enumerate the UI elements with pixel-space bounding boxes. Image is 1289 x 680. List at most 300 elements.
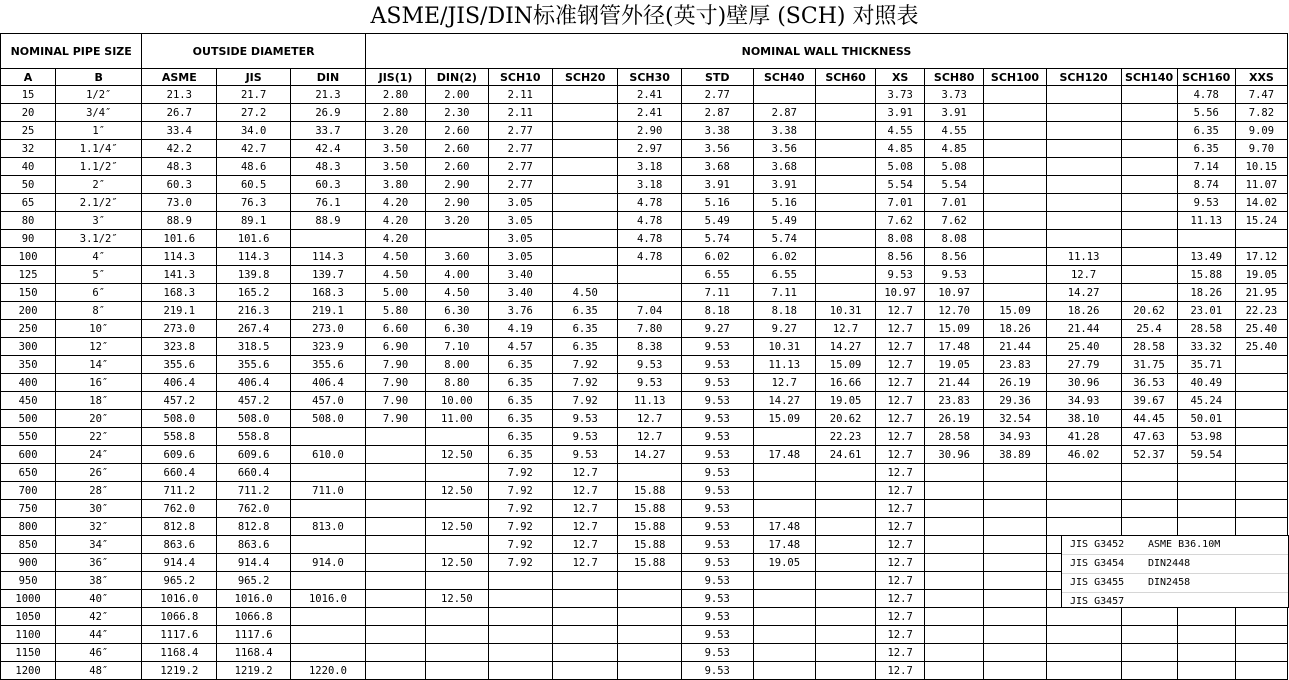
table-cell	[618, 608, 681, 626]
table-cell: 4.55	[876, 122, 925, 140]
table-cell	[815, 284, 875, 302]
table-cell: 3.68	[753, 158, 815, 176]
table-cell	[365, 572, 425, 590]
table-cell: 9.53	[681, 428, 753, 446]
table-cell: 9.53	[618, 374, 681, 392]
table-cell: 3.1/2″	[56, 230, 142, 248]
table-cell: 12.7	[876, 320, 925, 338]
table-cell: 14.27	[815, 338, 875, 356]
table-cell: 762.0	[217, 500, 291, 518]
table-cell: 550	[1, 428, 56, 446]
table-cell: 2.30	[426, 104, 488, 122]
table-cell: 400	[1, 374, 56, 392]
table-cell: 7.92	[552, 392, 617, 410]
table-row	[1, 86, 1288, 104]
table-cell: 3.91	[681, 176, 753, 194]
table-cell	[1177, 644, 1235, 662]
column-header: JIS	[217, 69, 291, 86]
outside-diameter-header: OUTSIDE DIAMETER	[142, 34, 366, 69]
table-cell	[552, 572, 617, 590]
table-cell: 27.2	[217, 104, 291, 122]
table-cell	[1046, 122, 1121, 140]
table-cell	[815, 608, 875, 626]
table-cell: 9.53	[681, 392, 753, 410]
table-cell: 7.92	[552, 374, 617, 392]
table-cell: 5.49	[753, 212, 815, 230]
table-cell: 15.09	[815, 356, 875, 374]
table-cell	[1121, 662, 1177, 680]
table-cell: 4.20	[365, 194, 425, 212]
table-cell: 323.9	[291, 338, 366, 356]
table-cell: 15.88	[618, 500, 681, 518]
table-cell: 1100	[1, 626, 56, 644]
table-cell: 850	[1, 536, 56, 554]
column-header-row	[1, 69, 1288, 86]
table-cell: 300	[1, 338, 56, 356]
table-row	[1, 302, 1288, 320]
column-header: SCH40	[753, 69, 815, 86]
table-row	[1, 626, 1288, 644]
table-cell: 21.44	[1046, 320, 1121, 338]
table-cell: 3.05	[488, 212, 552, 230]
standards-note-row	[1062, 593, 1288, 611]
table-cell: 200	[1, 302, 56, 320]
table-cell	[1121, 626, 1177, 644]
table-cell	[1121, 86, 1177, 104]
table-cell: 114.3	[217, 248, 291, 266]
column-header: SCH80	[925, 69, 984, 86]
table-cell: 650	[1, 464, 56, 482]
table-cell	[925, 608, 984, 626]
table-cell: 12.50	[426, 554, 488, 572]
nominal-pipe-size-header: NOMINAL PIPE SIZE	[1, 34, 142, 69]
table-cell	[815, 230, 875, 248]
table-cell: 5″	[56, 266, 142, 284]
table-cell	[1046, 158, 1121, 176]
table-cell	[365, 590, 425, 608]
table-cell: 34.0	[217, 122, 291, 140]
table-cell: 15.09	[984, 302, 1046, 320]
table-cell: 406.4	[217, 374, 291, 392]
table-cell	[365, 626, 425, 644]
table-cell: 36.53	[1121, 374, 1177, 392]
table-cell: 9.53	[681, 500, 753, 518]
table-cell: 9.53	[681, 338, 753, 356]
table-cell	[1235, 626, 1287, 644]
table-cell	[925, 518, 984, 536]
table-cell: 950	[1, 572, 56, 590]
table-cell	[984, 140, 1046, 158]
table-cell	[552, 212, 617, 230]
table-cell: 5.74	[681, 230, 753, 248]
table-cell: 32″	[56, 518, 142, 536]
table-cell: 450	[1, 392, 56, 410]
table-cell: 4.50	[552, 284, 617, 302]
table-cell	[552, 608, 617, 626]
table-cell: 9.53	[681, 644, 753, 662]
table-cell: 11.13	[753, 356, 815, 374]
table-cell: 457.0	[291, 392, 366, 410]
table-cell	[488, 590, 552, 608]
table-cell: 12.7	[876, 608, 925, 626]
table-cell	[925, 554, 984, 572]
table-cell: 3″	[56, 212, 142, 230]
table-cell: 3/4″	[56, 104, 142, 122]
table-cell: 2.90	[426, 194, 488, 212]
table-cell: 11.13	[618, 392, 681, 410]
table-cell	[1235, 446, 1287, 464]
table-cell	[815, 626, 875, 644]
column-header: SCH30	[618, 69, 681, 86]
table-cell	[984, 608, 1046, 626]
table-cell	[815, 572, 875, 590]
table-cell	[488, 608, 552, 626]
table-cell: 6.02	[753, 248, 815, 266]
table-cell: 6.35	[488, 446, 552, 464]
table-cell	[815, 158, 875, 176]
table-cell: 28.58	[925, 428, 984, 446]
table-cell: 48.3	[142, 158, 217, 176]
table-cell: 5.54	[925, 176, 984, 194]
table-cell	[1046, 230, 1121, 248]
table-cell: 2.80	[365, 86, 425, 104]
table-cell: 4.50	[365, 266, 425, 284]
table-cell: 32	[1, 140, 56, 158]
table-cell: 48″	[56, 662, 142, 680]
table-cell: 7.47	[1235, 86, 1287, 104]
table-cell: 8.74	[1177, 176, 1235, 194]
table-cell: 17.12	[1235, 248, 1287, 266]
table-cell	[1121, 266, 1177, 284]
table-cell	[753, 464, 815, 482]
table-cell: 40	[1, 158, 56, 176]
table-cell: 6.35	[488, 392, 552, 410]
table-cell	[815, 590, 875, 608]
table-cell	[1046, 482, 1121, 500]
table-cell: 4.57	[488, 338, 552, 356]
table-cell	[753, 482, 815, 500]
table-cell: 21.3	[291, 86, 366, 104]
table-cell: 9.09	[1235, 122, 1287, 140]
table-cell	[984, 536, 1046, 554]
table-row	[1, 410, 1288, 428]
table-cell	[1046, 176, 1121, 194]
table-cell: 125	[1, 266, 56, 284]
table-cell: 15.88	[618, 482, 681, 500]
table-cell: 47.63	[1121, 428, 1177, 446]
table-cell: 26.9	[291, 104, 366, 122]
table-cell: 4.20	[365, 212, 425, 230]
table-cell: 14.02	[1235, 194, 1287, 212]
table-cell	[815, 464, 875, 482]
table-cell	[1046, 212, 1121, 230]
table-cell	[291, 500, 366, 518]
table-cell: 141.3	[142, 266, 217, 284]
table-cell	[753, 626, 815, 644]
table-cell	[618, 464, 681, 482]
table-cell	[426, 662, 488, 680]
table-cell: 1200	[1, 662, 56, 680]
table-cell: 40″	[56, 590, 142, 608]
table-cell: 12.7	[1046, 266, 1121, 284]
table-row	[1, 230, 1288, 248]
table-cell: 15.88	[1177, 266, 1235, 284]
table-cell	[1235, 230, 1287, 248]
table-cell	[815, 500, 875, 518]
table-cell: 33.4	[142, 122, 217, 140]
table-cell: 1220.0	[291, 662, 366, 680]
table-cell	[984, 104, 1046, 122]
table-cell: 4.78	[1177, 86, 1235, 104]
standards-note-box	[1061, 535, 1289, 608]
table-cell: 9.53	[681, 374, 753, 392]
table-cell	[1046, 194, 1121, 212]
table-cell: 318.5	[217, 338, 291, 356]
table-cell	[618, 284, 681, 302]
table-cell	[1121, 248, 1177, 266]
table-cell: 6.35	[552, 302, 617, 320]
table-cell: 508.0	[291, 410, 366, 428]
table-cell: 2.41	[618, 104, 681, 122]
jis-standard: JIS G3455	[1070, 577, 1125, 588]
table-cell: 7.01	[925, 194, 984, 212]
table-cell: 30.96	[1046, 374, 1121, 392]
table-cell: 76.3	[217, 194, 291, 212]
table-cell	[1046, 662, 1121, 680]
table-cell: 2.77	[488, 140, 552, 158]
table-cell: 9.53	[681, 572, 753, 590]
table-cell	[925, 662, 984, 680]
table-cell	[365, 446, 425, 464]
table-cell	[291, 230, 366, 248]
table-cell: 19.05	[1235, 266, 1287, 284]
table-cell: 16.66	[815, 374, 875, 392]
table-cell: 1150	[1, 644, 56, 662]
table-cell	[291, 626, 366, 644]
table-cell: 2.11	[488, 86, 552, 104]
table-cell: 21.44	[984, 338, 1046, 356]
table-cell: 12.50	[426, 518, 488, 536]
table-cell: 4.50	[426, 284, 488, 302]
table-cell: 30″	[56, 500, 142, 518]
table-cell: 4.78	[618, 248, 681, 266]
table-cell: 12.7	[552, 464, 617, 482]
table-cell	[753, 662, 815, 680]
table-cell	[552, 644, 617, 662]
table-cell: 3.05	[488, 230, 552, 248]
table-cell	[552, 158, 617, 176]
table-cell: 2.97	[618, 140, 681, 158]
table-cell: 26.19	[984, 374, 1046, 392]
table-cell: 15.88	[618, 518, 681, 536]
table-cell	[984, 662, 1046, 680]
table-cell: 12.7	[876, 518, 925, 536]
table-cell: 13.49	[1177, 248, 1235, 266]
table-cell	[552, 230, 617, 248]
table-cell	[984, 122, 1046, 140]
table-cell: 750	[1, 500, 56, 518]
table-cell: 8.56	[925, 248, 984, 266]
table-cell: 12.7	[876, 338, 925, 356]
table-cell: 44″	[56, 626, 142, 644]
table-cell	[1235, 518, 1287, 536]
table-cell: 150	[1, 284, 56, 302]
table-cell	[365, 536, 425, 554]
column-header: DIN(2)	[426, 69, 488, 86]
table-cell	[1121, 644, 1177, 662]
table-cell: 19.05	[925, 356, 984, 374]
table-cell: 9.53	[681, 608, 753, 626]
table-cell	[815, 554, 875, 572]
table-cell	[815, 482, 875, 500]
table-cell	[984, 518, 1046, 536]
table-cell: 7.92	[552, 356, 617, 374]
table-cell: 9.53	[681, 482, 753, 500]
table-cell	[815, 122, 875, 140]
table-cell	[618, 572, 681, 590]
table-cell: 12.7	[876, 572, 925, 590]
table-cell: 3.91	[753, 176, 815, 194]
table-cell: 17.48	[753, 518, 815, 536]
table-cell: 19.05	[815, 392, 875, 410]
table-cell: 9.70	[1235, 140, 1287, 158]
table-cell: 10.00	[426, 392, 488, 410]
table-cell: 2.60	[426, 122, 488, 140]
table-cell: 3.56	[753, 140, 815, 158]
table-cell: 2.1/2″	[56, 194, 142, 212]
table-cell: 3.73	[925, 86, 984, 104]
table-cell: 7.90	[365, 374, 425, 392]
table-cell: 6.35	[552, 320, 617, 338]
table-cell: 4.00	[426, 266, 488, 284]
table-cell: 14.27	[618, 446, 681, 464]
table-cell: 12.7	[876, 428, 925, 446]
table-cell	[1177, 662, 1235, 680]
table-cell: 14.27	[1046, 284, 1121, 302]
table-cell: 14.27	[753, 392, 815, 410]
table-cell	[1046, 500, 1121, 518]
table-cell	[984, 266, 1046, 284]
table-cell: 17.48	[753, 446, 815, 464]
table-cell: 900	[1, 554, 56, 572]
table-cell: 50.01	[1177, 410, 1235, 428]
table-cell: 15.88	[618, 536, 681, 554]
column-header: ASME	[142, 69, 217, 86]
table-cell: 5.49	[681, 212, 753, 230]
table-cell	[1177, 626, 1235, 644]
table-cell: 26.19	[925, 410, 984, 428]
table-cell: 7.10	[426, 338, 488, 356]
table-cell: 7.90	[365, 356, 425, 374]
table-cell: 14″	[56, 356, 142, 374]
table-cell: 33.7	[291, 122, 366, 140]
table-cell	[753, 590, 815, 608]
table-cell: 19.05	[753, 554, 815, 572]
table-cell: 52.37	[1121, 446, 1177, 464]
table-cell	[488, 572, 552, 590]
column-header: XS	[876, 69, 925, 86]
table-cell: 3.18	[618, 158, 681, 176]
table-cell: 2.90	[426, 176, 488, 194]
table-cell	[552, 86, 617, 104]
table-cell: 6.35	[1177, 122, 1235, 140]
table-cell: 42.2	[142, 140, 217, 158]
table-cell	[753, 644, 815, 662]
table-cell	[984, 248, 1046, 266]
header-row-group	[1, 34, 1288, 69]
table-cell: 1016.0	[291, 590, 366, 608]
table-cell: 500	[1, 410, 56, 428]
table-cell: 609.6	[142, 446, 217, 464]
table-cell	[552, 176, 617, 194]
table-cell: 2.90	[618, 122, 681, 140]
table-cell: 4.78	[618, 230, 681, 248]
table-cell: 165.2	[217, 284, 291, 302]
table-cell: 168.3	[291, 284, 366, 302]
table-cell	[925, 536, 984, 554]
table-cell: 7.62	[925, 212, 984, 230]
table-cell: 711.2	[142, 482, 217, 500]
table-cell: 20″	[56, 410, 142, 428]
table-cell: 812.8	[142, 518, 217, 536]
table-cell: 2.77	[488, 158, 552, 176]
table-cell: 700	[1, 482, 56, 500]
table-cell: 2.80	[365, 104, 425, 122]
table-cell: 10″	[56, 320, 142, 338]
table-cell: 9.53	[876, 266, 925, 284]
table-cell	[552, 266, 617, 284]
table-cell: 1050	[1, 608, 56, 626]
table-cell: 355.6	[217, 356, 291, 374]
table-cell	[291, 428, 366, 446]
table-cell: 812.8	[217, 518, 291, 536]
table-row	[1, 158, 1288, 176]
table-cell: 1219.2	[217, 662, 291, 680]
table-cell	[365, 608, 425, 626]
table-cell	[815, 194, 875, 212]
table-cell	[1235, 356, 1287, 374]
table-cell: 16″	[56, 374, 142, 392]
table-cell	[815, 104, 875, 122]
table-cell	[1121, 500, 1177, 518]
table-cell: 219.1	[142, 302, 217, 320]
table-cell	[984, 158, 1046, 176]
column-header: XXS	[1235, 69, 1287, 86]
table-cell: 2.87	[753, 104, 815, 122]
table-cell: 9.27	[681, 320, 753, 338]
table-cell: 3.38	[681, 122, 753, 140]
table-cell	[815, 518, 875, 536]
table-cell: 31.75	[1121, 356, 1177, 374]
table-cell: 1168.4	[217, 644, 291, 662]
table-cell	[984, 284, 1046, 302]
table-cell	[1177, 230, 1235, 248]
table-cell	[1046, 86, 1121, 104]
table-cell: 23.83	[984, 356, 1046, 374]
table-cell	[1235, 500, 1287, 518]
table-cell	[365, 554, 425, 572]
table-cell: 457.2	[142, 392, 217, 410]
table-cell	[291, 608, 366, 626]
table-cell: 965.2	[142, 572, 217, 590]
table-cell: 9.53	[681, 410, 753, 428]
table-cell	[618, 590, 681, 608]
table-cell: 8.80	[426, 374, 488, 392]
table-cell: 6″	[56, 284, 142, 302]
table-cell	[552, 140, 617, 158]
table-cell: 22.23	[1235, 302, 1287, 320]
table-cell: 12.7	[876, 482, 925, 500]
